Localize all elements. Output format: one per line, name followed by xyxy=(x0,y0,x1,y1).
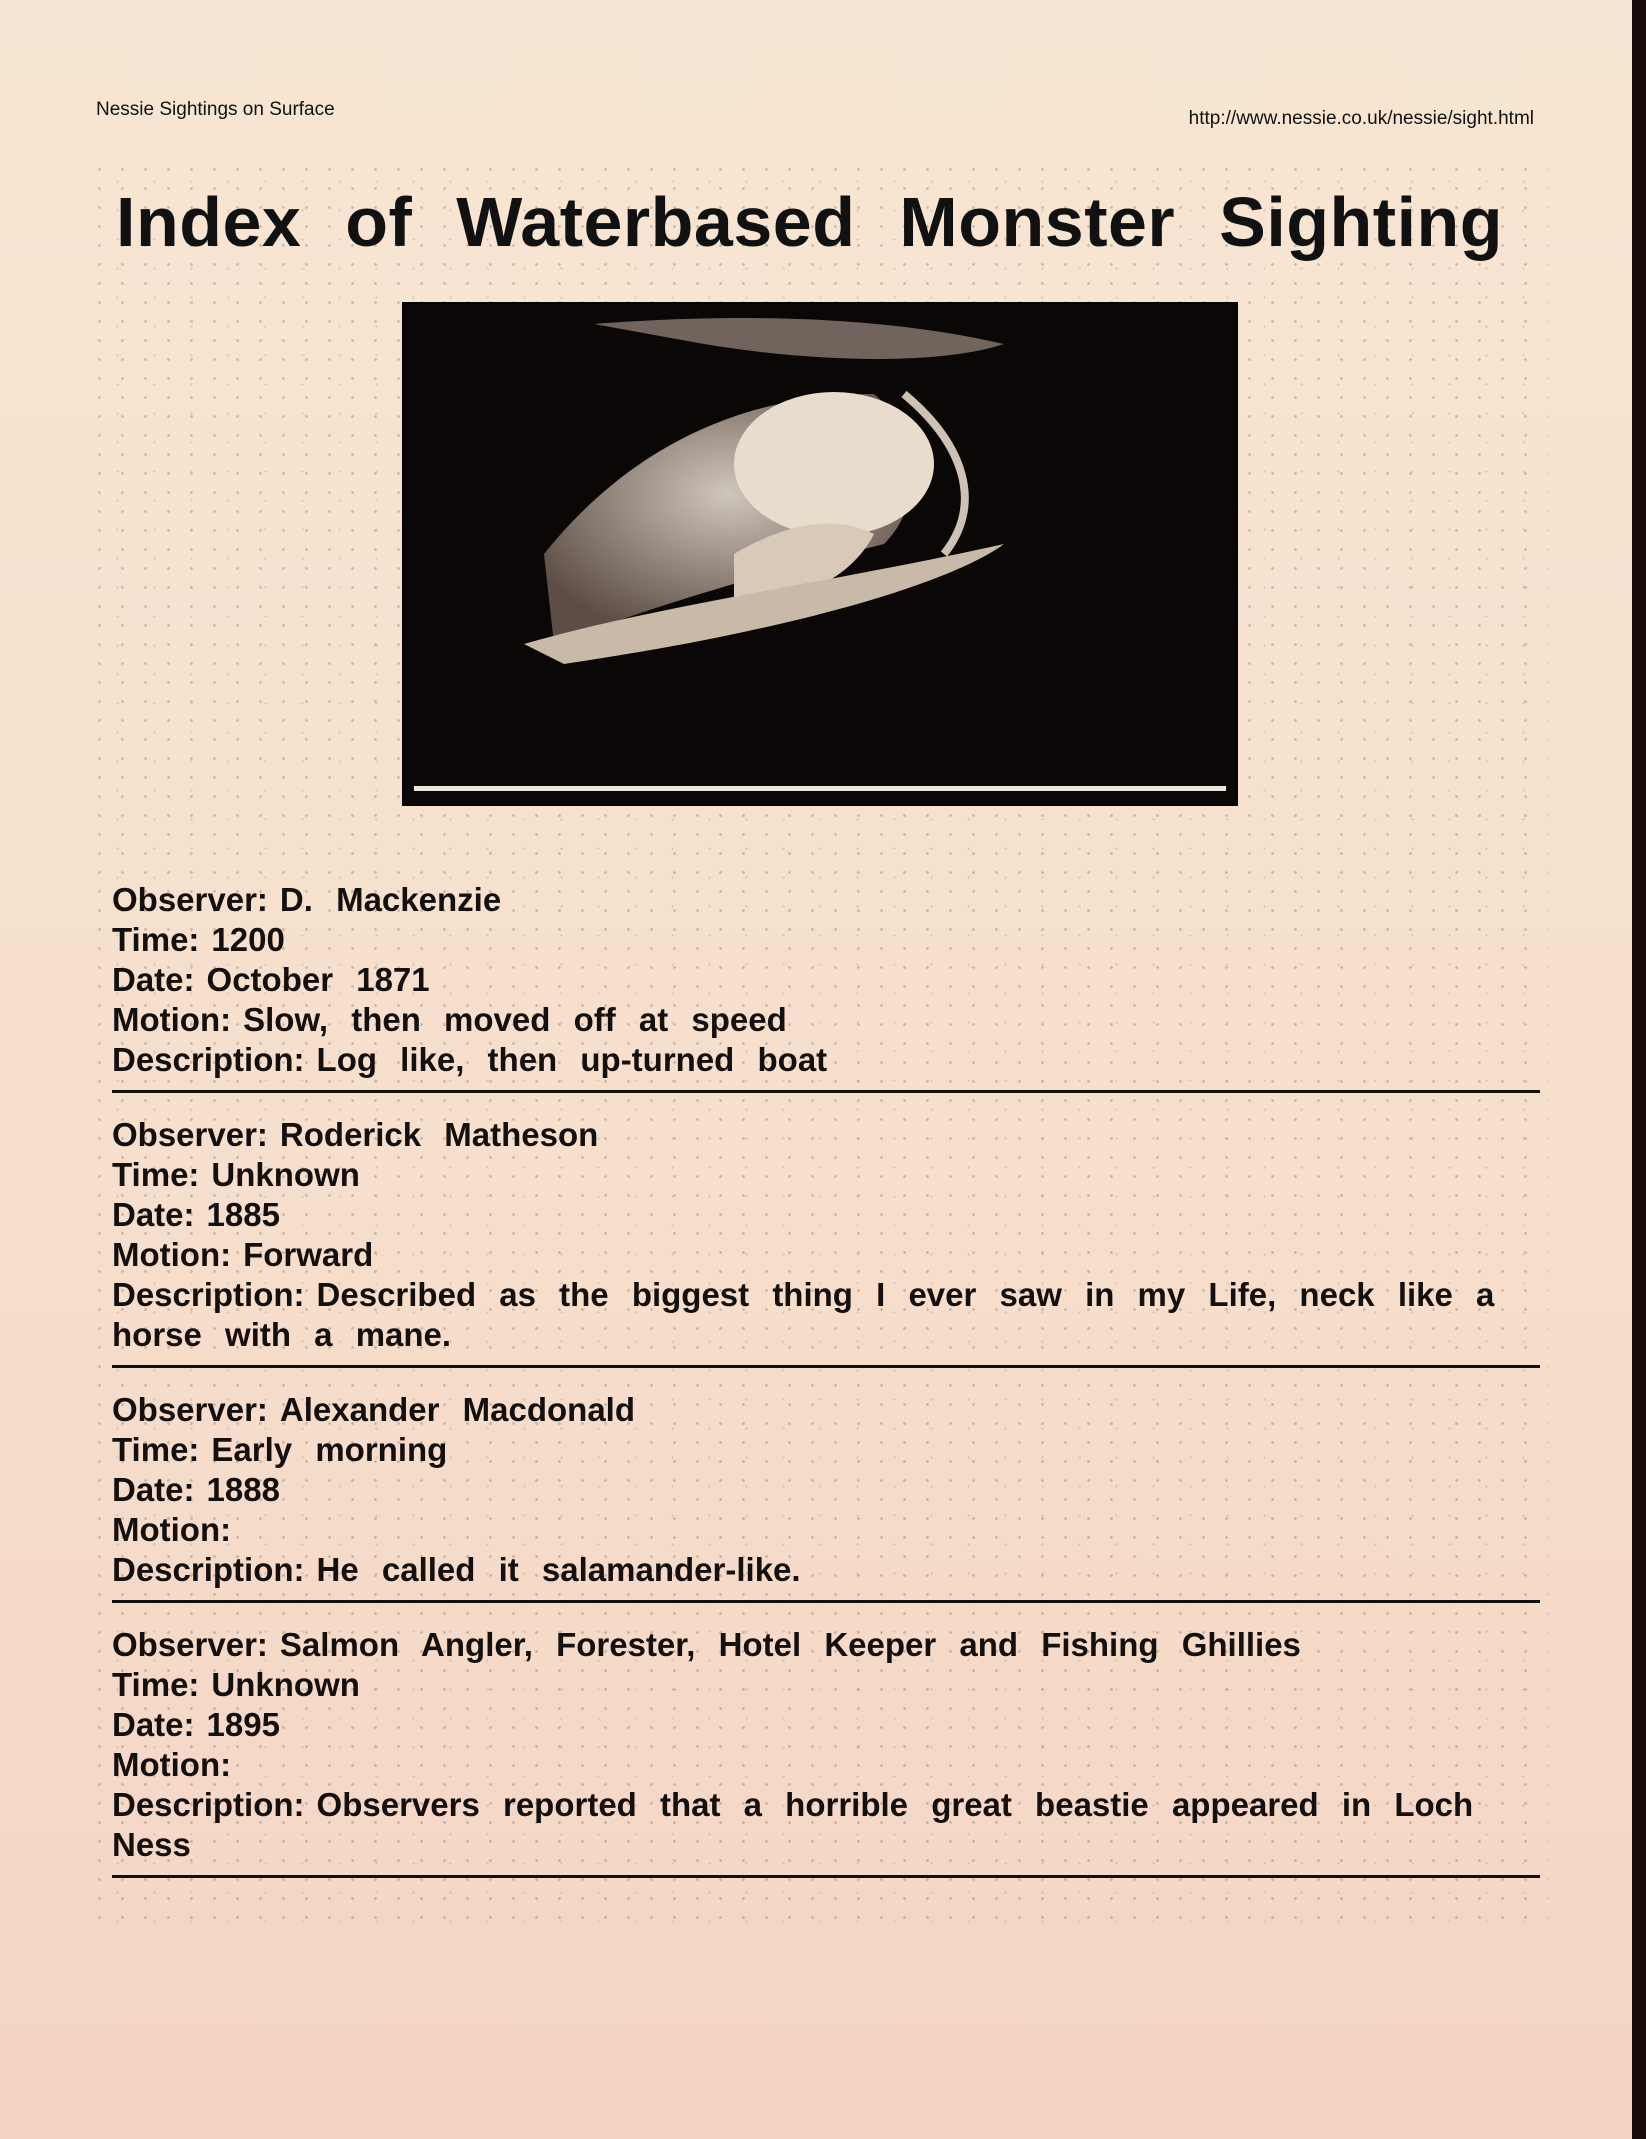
observer-label: Observer: xyxy=(112,881,268,918)
description-label: Description: xyxy=(112,1041,305,1078)
time-label: Time: xyxy=(112,1666,200,1703)
description-value: He called it salamander-like. xyxy=(316,1551,801,1588)
date-value: 1888 xyxy=(206,1471,280,1508)
description-label: Description: xyxy=(112,1551,305,1588)
time-label: Time: xyxy=(112,921,200,958)
time-value: Unknown xyxy=(211,1156,360,1193)
observer-label: Observer: xyxy=(112,1116,268,1153)
time-label: Time: xyxy=(112,1431,200,1468)
date-label: Date: xyxy=(112,1196,195,1233)
date-value: 1885 xyxy=(206,1196,280,1233)
time-value: Early morning xyxy=(211,1431,448,1468)
description-label: Description: xyxy=(112,1786,305,1823)
motion-label: Motion: xyxy=(112,1001,232,1038)
page-title: Index of Waterbased Monster Sighting xyxy=(116,183,1504,261)
date-label: Date: xyxy=(112,961,195,998)
observer-label: Observer: xyxy=(112,1391,268,1428)
date-label: Date: xyxy=(112,1471,195,1508)
observer-value: Roderick Matheson xyxy=(279,1116,599,1153)
description-value: Log like, then up-turned boat xyxy=(316,1041,828,1078)
motion-label: Motion: xyxy=(112,1746,232,1783)
time-value: 1200 xyxy=(211,921,285,958)
motion-label: Motion: xyxy=(112,1236,232,1273)
time-value: Unknown xyxy=(211,1666,360,1703)
motion-value: Slow, then moved off at speed xyxy=(243,1001,787,1038)
description-value: Observers reported that a horrible great beastie appeared in Loch Ness xyxy=(112,1786,1474,1863)
sighting-entry xyxy=(112,1625,1540,1878)
date-value: October 1871 xyxy=(206,961,430,998)
observer-value: Salmon Angler, Forester, Hotel Keeper and Fishing Ghillies xyxy=(279,1626,1301,1663)
sighting-entry xyxy=(112,1390,1540,1603)
date-value: 1895 xyxy=(206,1706,280,1743)
description-value: Described as the biggest thing I ever saw in my Life, neck like a horse with a mane. xyxy=(112,1276,1495,1353)
sighting-entry xyxy=(112,1115,1540,1368)
page-header-url[interactable]: http://www.nessie.co.uk/nessie/sight.html xyxy=(1188,108,1534,129)
sightings-list xyxy=(112,880,1540,1900)
monster-photo xyxy=(402,302,1238,806)
monster-photo-image xyxy=(404,304,1236,804)
sighting-entry xyxy=(112,880,1540,1093)
description-label: Description: xyxy=(112,1276,305,1313)
observer-value: Alexander Macdonald xyxy=(279,1391,636,1428)
motion-label: Motion: xyxy=(112,1511,232,1548)
date-label: Date: xyxy=(112,1706,195,1743)
time-label: Time: xyxy=(112,1156,200,1193)
observer-value: D. Mackenzie xyxy=(279,881,502,918)
motion-value: Forward xyxy=(243,1236,374,1273)
observer-label: Observer: xyxy=(112,1626,268,1663)
page-header-title: Nessie Sightings on Surface xyxy=(96,99,335,120)
